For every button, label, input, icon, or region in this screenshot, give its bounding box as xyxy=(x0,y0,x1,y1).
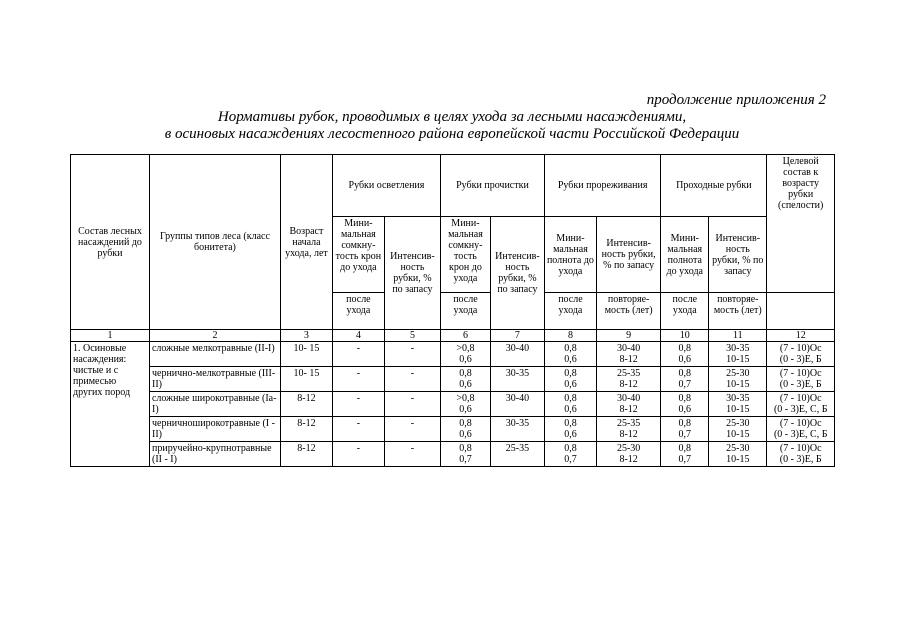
value-cell: - xyxy=(384,342,440,367)
value-cell: >0,8 0,6 xyxy=(441,392,491,417)
value-cell: 8-12 xyxy=(280,417,332,442)
value-cell: 0,8 0,7 xyxy=(441,442,491,467)
sub-min-density-prohod: Мини-мальная полнота до ухода xyxy=(661,217,709,293)
col-number: 3 xyxy=(280,330,332,342)
value-cell: 25-30 10-15 xyxy=(709,367,767,392)
header-osvetlenie: Рубки осветления xyxy=(332,155,440,217)
value-cell: - xyxy=(332,442,384,467)
value-cell: 25-35 8-12 xyxy=(596,417,660,442)
value-cell: (7 - 10)Ос (0 - 3)Е, Б xyxy=(767,367,835,392)
norms-table xyxy=(70,154,835,467)
value-cell: 25-30 10-15 xyxy=(709,417,767,442)
value-cell: (7 - 10)Ос (0 - 3)Е, С, Б xyxy=(767,392,835,417)
value-cell: 30-40 xyxy=(490,342,544,367)
value-cell: (7 - 10)Ос (0 - 3)Е, Б xyxy=(767,442,835,467)
forest-group-cell: чернично-мелкотравные (III-II) xyxy=(149,367,280,392)
value-cell: 30-40 xyxy=(490,392,544,417)
value-cell: 0,8 0,7 xyxy=(661,417,709,442)
col-number: 12 xyxy=(767,330,835,342)
table-row xyxy=(71,417,835,442)
col-number: 2 xyxy=(149,330,280,342)
col-number: 9 xyxy=(596,330,660,342)
sub-repeat-prorezh: повторяе-мость (лет) xyxy=(596,293,660,330)
sub-intensity-prorezh: Интенсив-ность рубки, % по запасу xyxy=(596,217,660,293)
value-cell: 0,8 0,6 xyxy=(544,392,596,417)
value-cell: - xyxy=(384,417,440,442)
value-cell: 8-12 xyxy=(280,392,332,417)
value-cell: - xyxy=(384,442,440,467)
header-prorezhivanie: Рубки прореживания xyxy=(544,155,660,217)
table-row xyxy=(71,367,835,392)
title-line-1: Нормативы рубок, проводимых в целях ухода за лесными насаждениями, xyxy=(217,109,687,125)
value-cell: - xyxy=(332,417,384,442)
sub-repeat-prohod: повторяе-мость (лет) xyxy=(709,293,767,330)
forest-group-cell: сложные широкотравные (Ia-I) xyxy=(149,392,280,417)
sub-after-prorezh: после ухода xyxy=(544,293,596,330)
value-cell: 30-35 xyxy=(490,367,544,392)
value-cell: (7 - 10)Ос (0 - 3)Е, Б xyxy=(767,342,835,367)
value-cell: 8-12 xyxy=(280,442,332,467)
row-group-label: 1. Осиновые насаждения: чистые и с примесью других пород xyxy=(71,342,150,467)
target-blank-cell xyxy=(767,293,835,330)
value-cell: 0,8 0,6 xyxy=(661,342,709,367)
col-number: 11 xyxy=(709,330,767,342)
value-cell: - xyxy=(332,367,384,392)
sub-intensity-prohod: Интенсив-ность рубки, % по запасу xyxy=(709,217,767,293)
value-cell: 0,8 0,6 xyxy=(544,367,596,392)
table-row xyxy=(71,392,835,417)
col-number: 4 xyxy=(332,330,384,342)
value-cell: 30-35 xyxy=(490,417,544,442)
col-number: 6 xyxy=(441,330,491,342)
value-cell: >0,8 0,6 xyxy=(441,342,491,367)
value-cell: 30-40 8-12 xyxy=(596,342,660,367)
value-cell: 25-30 8-12 xyxy=(596,442,660,467)
value-cell: 0,8 0,6 xyxy=(544,417,596,442)
header-composition: Состав лесных насаждений до рубки xyxy=(71,155,150,330)
value-cell: 30-35 10-15 xyxy=(709,392,767,417)
value-cell: 0,8 0,6 xyxy=(544,342,596,367)
header-forest-groups: Группы типов леса (класс бонитета) xyxy=(149,155,280,330)
forest-group-cell: сложные мелкотравные (II-I) xyxy=(149,342,280,367)
continuation-label: продолжение приложения 2 xyxy=(646,92,826,108)
sub-intensity-osv: Интенсив-ность рубки, % по запасу xyxy=(384,217,440,330)
value-cell: 10- 15 xyxy=(280,342,332,367)
forest-group-cell: черничноширокотравные (I - II) xyxy=(149,417,280,442)
value-cell: 0,8 0,6 xyxy=(661,392,709,417)
col-number: 7 xyxy=(490,330,544,342)
data-rows xyxy=(71,342,835,467)
sub-intensity-proch: Интенсив-ность рубки, % по запасу xyxy=(490,217,544,330)
sub-after-prohod: после ухода xyxy=(661,293,709,330)
sub-min-density-prorezh: Мини-мальная полнота до ухода xyxy=(544,217,596,293)
value-cell: - xyxy=(332,392,384,417)
table-row xyxy=(71,442,835,467)
sub-min-crown-proch: Мини-мальная сомкну-тость крон до ухода xyxy=(441,217,491,293)
value-cell: 30-40 8-12 xyxy=(596,392,660,417)
value-cell: 0,8 0,6 xyxy=(441,417,491,442)
table-row xyxy=(71,342,835,367)
value-cell: 25-35 8-12 xyxy=(596,367,660,392)
value-cell: (7 - 10)Ос (0 - 3)Е, С, Б xyxy=(767,417,835,442)
value-cell: - xyxy=(332,342,384,367)
value-cell: 0,8 0,7 xyxy=(544,442,596,467)
header-target-composition: Целевой состав к возрасту рубки (спелости) xyxy=(767,155,835,293)
value-cell: 25-35 xyxy=(490,442,544,467)
header-prochistka: Рубки прочистки xyxy=(441,155,545,217)
value-cell: 25-30 10-15 xyxy=(709,442,767,467)
value-cell: 30-35 10-15 xyxy=(709,342,767,367)
value-cell: - xyxy=(384,392,440,417)
value-cell: - xyxy=(384,367,440,392)
sub-after-osv: после ухода xyxy=(332,293,384,330)
column-numbers-row xyxy=(71,330,835,342)
header-prohodnye: Проходные рубки xyxy=(661,155,767,217)
title-line-2: в осиновых насаждениях лесостепного района европейской части Российской Федерации xyxy=(164,126,740,142)
col-number: 10 xyxy=(661,330,709,342)
value-cell: 10- 15 xyxy=(280,367,332,392)
sub-after-proch: после ухода xyxy=(441,293,491,330)
value-cell: 0,8 0,7 xyxy=(661,442,709,467)
sub-min-crown-osv: Мини-мальная сомкну-тость крон до ухода xyxy=(332,217,384,293)
col-number: 1 xyxy=(71,330,150,342)
forest-group-cell: приручейно-крупнотравные (II - I) xyxy=(149,442,280,467)
value-cell: 0,8 0,6 xyxy=(441,367,491,392)
col-number: 8 xyxy=(544,330,596,342)
value-cell: 0,8 0,7 xyxy=(661,367,709,392)
col-number: 5 xyxy=(384,330,440,342)
header-start-age: Возраст начала ухода, лет xyxy=(280,155,332,330)
